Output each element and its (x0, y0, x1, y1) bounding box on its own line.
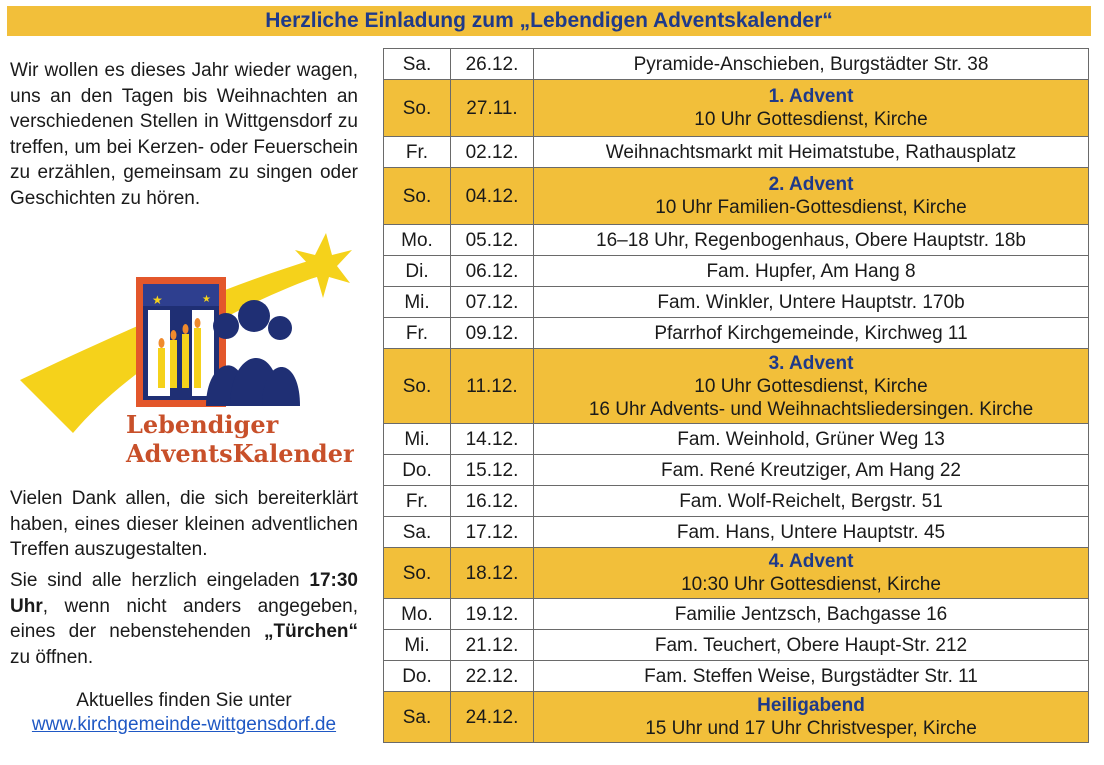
date-cell: 07.12. (451, 287, 534, 318)
svg-text:★: ★ (152, 293, 163, 307)
event-line: Fam. Hupfer, Am Hang 8 (706, 260, 916, 282)
event-line: 15 Uhr und 17 Uhr Christvesper, Kirche (645, 718, 977, 739)
calendar-row (384, 80, 1089, 137)
invitation-text (10, 568, 358, 670)
weekday-cell: Sa. (384, 517, 451, 548)
calendar-row (384, 599, 1089, 630)
weekday-cell: Do. (384, 661, 451, 692)
event-cell (534, 49, 1089, 80)
logo-text-line1: Lebendiger (126, 410, 279, 439)
event-line: Fam. Wolf-Reichelt, Bergstr. 51 (679, 490, 943, 512)
footer (10, 689, 358, 737)
calendar-row (384, 49, 1089, 80)
logo-graphic (18, 228, 354, 478)
calendar-row (384, 349, 1089, 424)
advent-title: 3. Advent (768, 352, 854, 374)
calendar-row (384, 424, 1089, 455)
invite-time: 17:30 Uhr (10, 570, 358, 617)
weekday-cell: Mo. (384, 225, 451, 256)
event-cell (534, 630, 1089, 661)
weekday-cell: Mi. (384, 630, 451, 661)
event-line: 10:30 Uhr Gottesdienst, Kirche (681, 574, 941, 595)
weekday-cell: Mi. (384, 287, 451, 318)
event-cell (534, 287, 1089, 318)
event-cell (534, 168, 1089, 225)
advent-title: Heiligabend (757, 695, 865, 716)
event-line: 10 Uhr Gottesdienst, Kirche (694, 109, 928, 130)
date-cell: 19.12. (451, 599, 534, 630)
footer-text: Aktuelles finden Sie unter (76, 690, 292, 711)
date-cell: 11.12. (451, 349, 534, 424)
event-cell (534, 692, 1089, 743)
advent-calendar-logo (18, 228, 354, 478)
event-cell (534, 225, 1089, 256)
advent-calendar-table (383, 48, 1089, 743)
calendar-row (384, 318, 1089, 349)
weekday-cell: Fr. (384, 137, 451, 168)
event-line: Pyramide-Anschieben, Burgstädter Str. 38 (633, 53, 989, 75)
event-cell (534, 256, 1089, 287)
weekday-cell: Di. (384, 256, 451, 287)
event-cell (534, 599, 1089, 630)
date-cell: 09.12. (451, 318, 534, 349)
event-cell (534, 424, 1089, 455)
date-cell: 21.12. (451, 630, 534, 661)
weekday-cell: So. (384, 80, 451, 137)
calendar-row (384, 630, 1089, 661)
weekday-cell: So. (384, 548, 451, 599)
weekday-cell: Do. (384, 455, 451, 486)
calendar-row (384, 517, 1089, 548)
event-cell (534, 80, 1089, 137)
date-cell: 27.11. (451, 80, 534, 137)
date-cell: 04.12. (451, 168, 534, 225)
weekday-cell: Sa. (384, 49, 451, 80)
event-cell (534, 349, 1089, 424)
thanks-text: Vielen Dank allen, die sich bereiterklärt haben, eines dieser kleinen adventlichen Treffen auszugestalten. (10, 488, 358, 560)
advent-title: 1. Advent (768, 86, 854, 107)
event-cell (534, 486, 1089, 517)
calendar-row (384, 256, 1089, 287)
date-cell: 14.12. (451, 424, 534, 455)
date-cell: 02.12. (451, 137, 534, 168)
calendar-row (384, 137, 1089, 168)
calendar-row (384, 455, 1089, 486)
advent-title: 4. Advent (768, 551, 854, 572)
calendar-row (384, 225, 1089, 256)
header-banner (7, 6, 1091, 36)
event-line: Fam. Winkler, Untere Hauptstr. 170b (657, 291, 965, 313)
invite-post: zu öffnen. (10, 646, 94, 668)
date-cell: 06.12. (451, 256, 534, 287)
intro-text: Wir wollen es dieses Jahr wieder wagen, uns an den Tagen bis Weihnachten an verschiedenen Stellen in Wittgensdorf zu treffen, um bei Kerzen- oder Feuerschein zu erzählen, gemeinsam zu singen oder Geschichten zu hören. (10, 60, 358, 209)
date-cell: 26.12. (451, 49, 534, 80)
intro-column (10, 58, 358, 228)
event-cell (534, 517, 1089, 548)
event-cell (534, 661, 1089, 692)
calendar-row (384, 486, 1089, 517)
event-line: Fam. René Kreutziger, Am Hang 22 (661, 459, 961, 481)
event-line: Fam. Steffen Weise, Burgstädter Str. 11 (644, 665, 978, 687)
calendar-row (384, 692, 1089, 743)
weekday-cell: Sa. (384, 692, 451, 743)
event-cell (534, 548, 1089, 599)
date-cell: 16.12. (451, 486, 534, 517)
event-cell (534, 455, 1089, 486)
calendar-row (384, 548, 1089, 599)
event-line: 10 Uhr Familien-Gottesdienst, Kirche (655, 197, 967, 218)
weekday-cell: Fr. (384, 486, 451, 517)
weekday-cell: Fr. (384, 318, 451, 349)
website-link[interactable]: www.kirchgemeinde-wittgensdorf.de (31, 714, 337, 735)
event-line: Fam. Weinhold, Grüner Weg 13 (677, 428, 945, 450)
weekday-cell: So. (384, 168, 451, 225)
invite-mid: , wenn nicht anders angegeben, eines der nebenstehenden (10, 595, 358, 642)
invite-door: „Türchen“ (264, 621, 358, 642)
event-line: 16 Uhr Advents- und Weihnachtsliedersingen. Kirche (588, 398, 1034, 420)
svg-text:★: ★ (202, 294, 211, 305)
event-line: Familie Jentzsch, Bachgasse 16 (674, 603, 948, 625)
calendar-row (384, 661, 1089, 692)
event-line: 10 Uhr Gottesdienst, Kirche (694, 375, 928, 397)
page-title: Herzliche Einladung zum „Lebendigen Adventskalender“ (265, 9, 833, 32)
weekday-cell: So. (384, 349, 451, 424)
date-cell: 17.12. (451, 517, 534, 548)
advent-title: 2. Advent (768, 174, 854, 195)
calendar-row (384, 168, 1089, 225)
logo-text-line2: AdventsKalender (126, 439, 354, 468)
weekday-cell: Mo. (384, 599, 451, 630)
event-line: Fam. Teuchert, Obere Haupt-Str. 212 (654, 634, 968, 656)
event-line: Pfarrhof Kirchgemeinde, Kirchweg 11 (654, 322, 968, 344)
event-line: Weihnachtsmarkt mit Heimatstube, Rathausplatz (605, 141, 1017, 163)
invite-pre: Sie sind alle herzlich eingeladen (10, 570, 310, 591)
event-line: 16–18 Uhr, Regenbogenhaus, Obere Hauptstr. 18b (596, 229, 1026, 251)
event-line: Fam. Hans, Untere Hauptstr. 45 (676, 521, 946, 543)
calendar-row (384, 287, 1089, 318)
date-cell: 18.12. (451, 548, 534, 599)
event-cell (534, 318, 1089, 349)
date-cell: 22.12. (451, 661, 534, 692)
date-cell: 24.12. (451, 692, 534, 743)
date-cell: 05.12. (451, 225, 534, 256)
weekday-cell: Mi. (384, 424, 451, 455)
event-cell (534, 137, 1089, 168)
date-cell: 15.12. (451, 455, 534, 486)
